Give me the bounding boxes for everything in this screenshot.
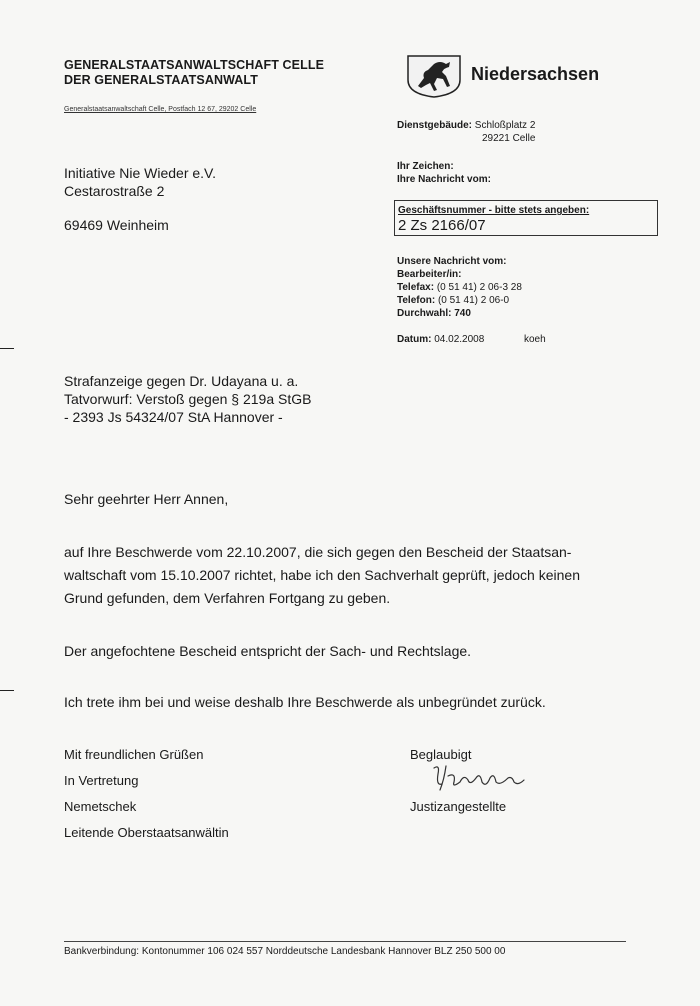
authority-subtitle: DER GENERALSTAATSANWALT: [64, 73, 258, 87]
date-label: Datum:: [397, 334, 432, 345]
direct-value: 740: [454, 308, 471, 319]
salutation: Sehr geehrter Herr Annen,: [64, 491, 229, 507]
recipient-street: Cestarostraße 2: [64, 183, 165, 199]
case-ref-number: 2 Zs 2166/07: [398, 217, 486, 234]
fold-mark: [0, 348, 14, 349]
case-ref-label: Geschäftsnummer - bitte stets angeben:: [398, 205, 590, 216]
officer-label: Bearbeiter/in:: [397, 269, 462, 280]
authority-header: [64, 58, 324, 88]
contact-block: [397, 255, 522, 320]
direct-row: [397, 307, 522, 320]
direct-label: Durchwahl:: [397, 308, 452, 319]
your-message-label: Ihre Nachricht vom:: [397, 174, 491, 185]
paragraph-line: Grund gefunden, dem Verfahren Fortgang zu geben.: [64, 590, 391, 606]
certification-title: Justizangestellte: [410, 799, 507, 814]
your-ref-label: Ihr Zeichen:: [397, 161, 454, 172]
state-name: Niedersachsen: [471, 64, 600, 84]
signature-block: [64, 742, 229, 846]
footer-divider: [64, 941, 626, 942]
phone-row: [397, 294, 522, 307]
our-message-label: Unsere Nachricht vom:: [397, 256, 507, 267]
fax-label: Telefax:: [397, 282, 435, 293]
fax-row: [397, 281, 522, 294]
subject-block: [64, 372, 311, 426]
office-address: [397, 120, 535, 132]
handwritten-signature: [430, 760, 530, 794]
authority-name: GENERALSTAATSANWALTSCHAFT CELLE: [64, 58, 325, 72]
office-city: 29221 Celle: [482, 133, 536, 144]
paragraph-assessment: Der angefochtene Bescheid entspricht der Sach- und Rechtslage.: [64, 643, 472, 659]
phone-label: Telefon:: [397, 295, 436, 306]
paragraph-line: auf Ihre Beschwerde vom 22.10.2007, die sich gegen den Bescheid der Staatsan-: [64, 544, 572, 560]
subject-line: Strafanzeige gegen Dr. Udayana u. a.: [64, 373, 299, 389]
representation-note: In Vertretung: [64, 773, 139, 788]
date-value: 04.02.2008: [434, 334, 485, 345]
paragraph-complaint: [64, 541, 624, 610]
recipient-city: 69469 Weinheim: [64, 217, 169, 233]
initials: koeh: [524, 334, 546, 345]
phone-value: (0 51 41) 2 06-0: [437, 295, 510, 306]
subject-line: Tatvorwurf: Verstoß gegen § 219a StGB: [64, 391, 312, 407]
subject-line: - 2393 Js 54324/07 StA Hannover -: [64, 409, 283, 425]
recipient-name: Initiative Nie Wieder e.V.: [64, 165, 216, 181]
return-address: Generalstaatsanwaltschaft Celle, Postfach 12 67, 29202 Celle: [64, 106, 257, 113]
paragraph-line: waltschaft vom 15.10.2007 richtet, habe ich den Sachverhalt geprüft, jedoch keinen: [64, 567, 580, 583]
case-reference-box: [394, 200, 658, 236]
lower-saxony-horse-logo: [404, 54, 464, 98]
closing-greeting: Mit freundlichen Grüßen: [64, 747, 204, 762]
date-row: [397, 334, 484, 346]
certification-label: Beglaubigt: [410, 747, 472, 762]
bank-details: Bankverbindung: Kontonummer 106 024 557 Norddeutsche Landesbank Hannover BLZ 250 500 00: [64, 946, 506, 957]
signer-name: Nemetschek: [64, 799, 137, 814]
paragraph-decision: Ich trete ihm bei und weise deshalb Ihre Beschwerde als unbegründet zurück.: [64, 694, 546, 710]
office-street: Schloßplatz 2: [474, 120, 536, 131]
fax-value: (0 51 41) 2 06-3 28: [436, 282, 522, 293]
recipient-address: [64, 164, 216, 234]
fold-mark: [0, 690, 14, 691]
signer-title: Leitende Oberstaatsanwältin: [64, 825, 229, 840]
office-label: Dienstgebäude:: [397, 120, 473, 131]
